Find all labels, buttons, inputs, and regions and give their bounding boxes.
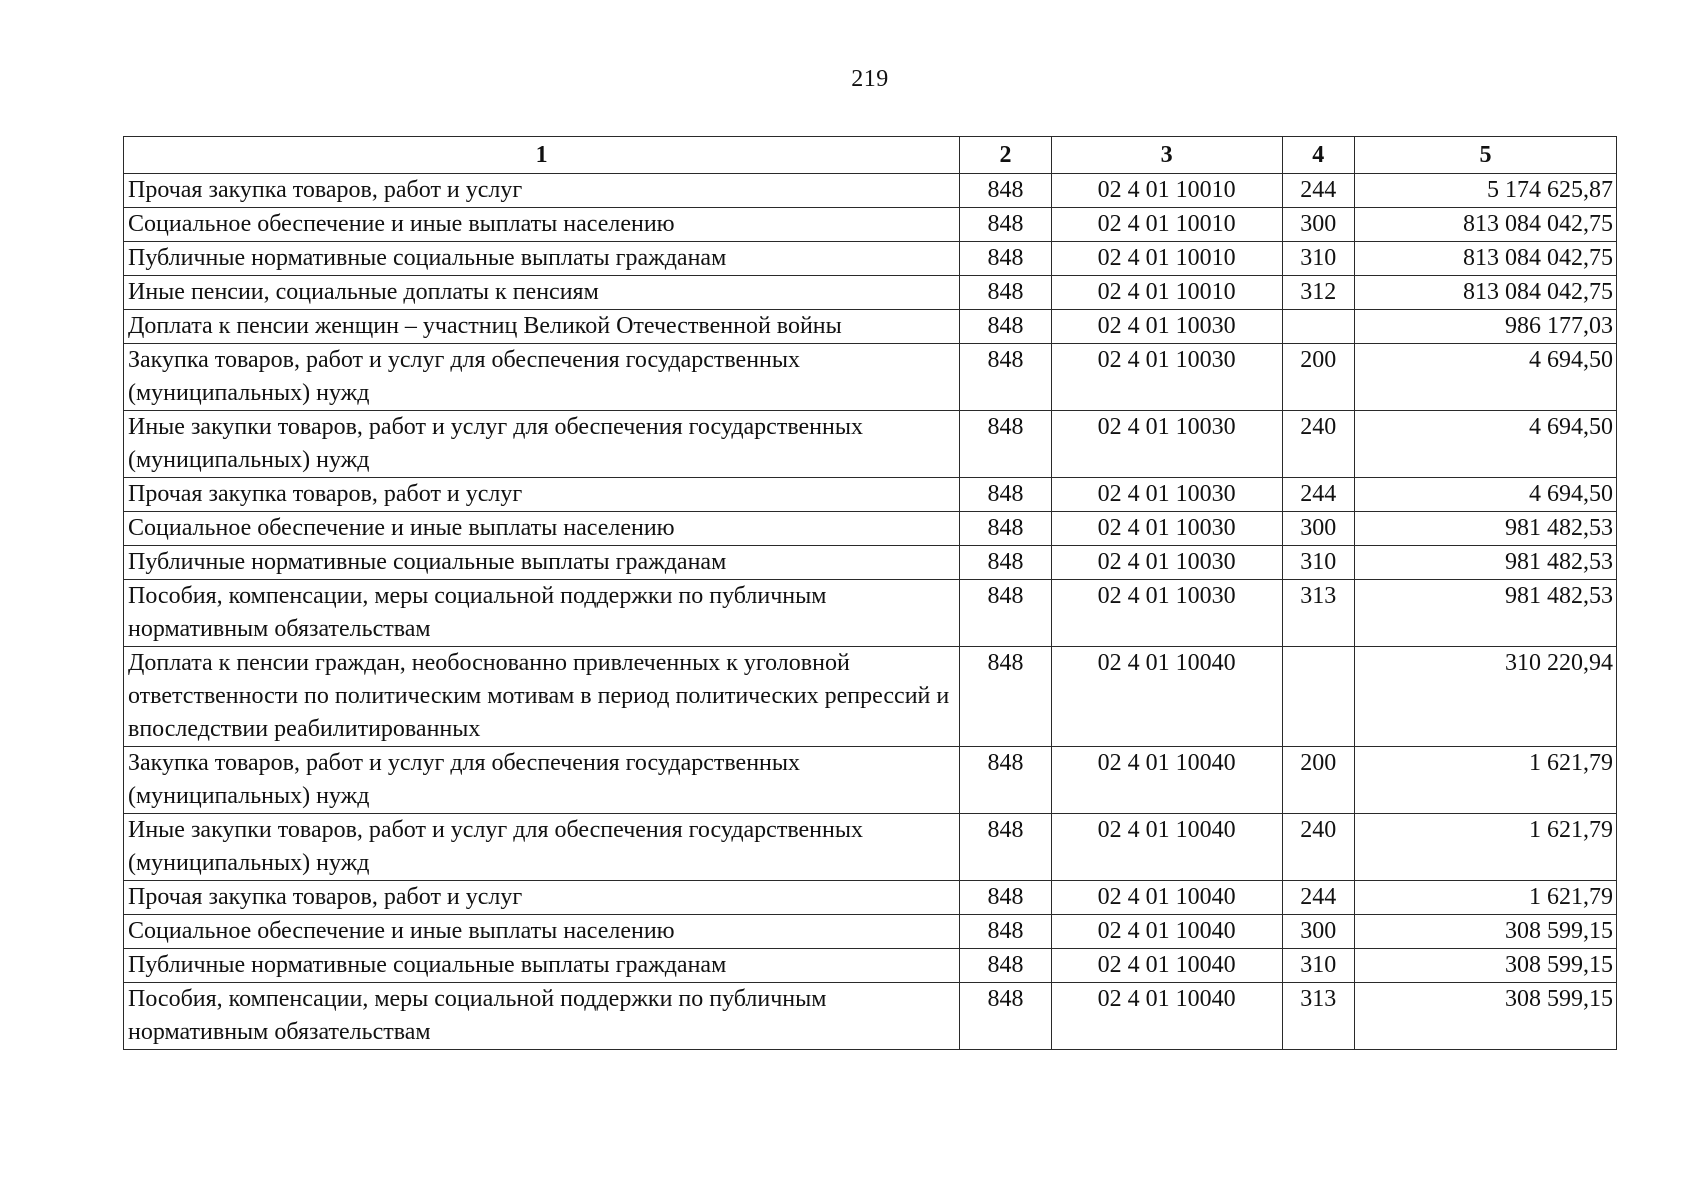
row-csr: 02 4 01 10010: [1051, 208, 1282, 242]
row-ved: 848: [960, 814, 1052, 881]
table-row: [124, 747, 1617, 814]
row-vr: 300: [1282, 208, 1355, 242]
row-csr: 02 4 01 10010: [1051, 174, 1282, 208]
row-vr: 244: [1282, 478, 1355, 512]
table-row: [124, 208, 1617, 242]
row-name: Прочая закупка товаров, работ и услуг: [124, 881, 960, 915]
row-name: Иные пенсии, социальные доплаты к пенсиям: [124, 276, 960, 310]
row-sum: 986 177,03: [1355, 310, 1617, 344]
table-row: [124, 344, 1617, 411]
row-ved: 848: [960, 949, 1052, 983]
row-csr: 02 4 01 10030: [1051, 310, 1282, 344]
table-row: [124, 949, 1617, 983]
row-csr: 02 4 01 10010: [1051, 276, 1282, 310]
row-vr: [1282, 310, 1355, 344]
row-name: Закупка товаров, работ и услуг для обеспечения государственных (муниципальных) нужд: [124, 747, 960, 814]
row-ved: 848: [960, 276, 1052, 310]
row-csr: 02 4 01 10030: [1051, 546, 1282, 580]
row-vr: [1282, 647, 1355, 747]
row-sum: 813 084 042,75: [1355, 276, 1617, 310]
row-sum: 308 599,15: [1355, 949, 1617, 983]
row-name: Социальное обеспечение и иные выплаты населению: [124, 512, 960, 546]
row-sum: 1 621,79: [1355, 814, 1617, 881]
row-vr: 313: [1282, 983, 1355, 1050]
row-ved: 848: [960, 647, 1052, 747]
row-name: Иные закупки товаров, работ и услуг для обеспечения государственных (муниципальных) нужд: [124, 814, 960, 881]
header-col-name: 1: [124, 137, 960, 174]
table-row: [124, 310, 1617, 344]
row-csr: 02 4 01 10040: [1051, 647, 1282, 747]
row-csr: 02 4 01 10040: [1051, 747, 1282, 814]
row-csr: 02 4 01 10040: [1051, 983, 1282, 1050]
row-vr: 240: [1282, 411, 1355, 478]
row-ved: 848: [960, 983, 1052, 1050]
header-col-vr: 4: [1282, 137, 1355, 174]
row-ved: 848: [960, 310, 1052, 344]
row-csr: 02 4 01 10030: [1051, 580, 1282, 647]
table-row: [124, 983, 1617, 1050]
table-row: [124, 174, 1617, 208]
row-ved: 848: [960, 242, 1052, 276]
row-sum: 1 621,79: [1355, 881, 1617, 915]
row-name: Прочая закупка товаров, работ и услуг: [124, 174, 960, 208]
row-ved: 848: [960, 915, 1052, 949]
row-sum: 813 084 042,75: [1355, 208, 1617, 242]
row-name: Публичные нормативные социальные выплаты гражданам: [124, 242, 960, 276]
row-name: Закупка товаров, работ и услуг для обеспечения государственных (муниципальных) нужд: [124, 344, 960, 411]
row-sum: 5 174 625,87: [1355, 174, 1617, 208]
table-row: [124, 478, 1617, 512]
budget-table: [123, 136, 1617, 1050]
table-header-row: [124, 137, 1617, 174]
table-row: [124, 647, 1617, 747]
row-ved: 848: [960, 512, 1052, 546]
page-number: 219: [851, 66, 889, 92]
header-col-ved: 2: [960, 137, 1052, 174]
table-row: [124, 881, 1617, 915]
row-vr: 300: [1282, 915, 1355, 949]
row-name: Доплата к пенсии граждан, необоснованно привлеченных к уголовной ответственности по политическим мотивам в период политических репрессий и впоследствии реабилитированных: [124, 647, 960, 747]
row-name: Иные закупки товаров, работ и услуг для обеспечения государственных (муниципальных) нужд: [124, 411, 960, 478]
row-sum: 981 482,53: [1355, 580, 1617, 647]
row-vr: 310: [1282, 949, 1355, 983]
row-name: Социальное обеспечение и иные выплаты населению: [124, 915, 960, 949]
table-body: [124, 174, 1617, 1050]
table-row: [124, 814, 1617, 881]
row-vr: 310: [1282, 546, 1355, 580]
table-row: [124, 411, 1617, 478]
row-ved: 848: [960, 478, 1052, 512]
row-name: Доплата к пенсии женщин – участниц Великой Отечественной войны: [124, 310, 960, 344]
row-ved: 848: [960, 546, 1052, 580]
row-vr: 312: [1282, 276, 1355, 310]
header-col-csr: 3: [1051, 137, 1282, 174]
row-ved: 848: [960, 344, 1052, 411]
row-csr: 02 4 01 10030: [1051, 512, 1282, 546]
row-vr: 300: [1282, 512, 1355, 546]
row-csr: 02 4 01 10040: [1051, 949, 1282, 983]
header-col-sum: 5: [1355, 137, 1617, 174]
row-name: Публичные нормативные социальные выплаты гражданам: [124, 949, 960, 983]
row-vr: 310: [1282, 242, 1355, 276]
row-sum: 4 694,50: [1355, 344, 1617, 411]
row-sum: 308 599,15: [1355, 915, 1617, 949]
row-name: Публичные нормативные социальные выплаты гражданам: [124, 546, 960, 580]
table-row: [124, 242, 1617, 276]
table-row: [124, 915, 1617, 949]
row-vr: 240: [1282, 814, 1355, 881]
row-name: Социальное обеспечение и иные выплаты населению: [124, 208, 960, 242]
row-ved: 848: [960, 580, 1052, 647]
row-vr: 200: [1282, 344, 1355, 411]
row-csr: 02 4 01 10030: [1051, 411, 1282, 478]
row-name: Прочая закупка товаров, работ и услуг: [124, 478, 960, 512]
row-ved: 848: [960, 747, 1052, 814]
row-csr: 02 4 01 10040: [1051, 915, 1282, 949]
row-sum: 310 220,94: [1355, 647, 1617, 747]
row-ved: 848: [960, 411, 1052, 478]
row-sum: 4 694,50: [1355, 478, 1617, 512]
row-sum: 308 599,15: [1355, 983, 1617, 1050]
row-ved: 848: [960, 881, 1052, 915]
table-row: [124, 276, 1617, 310]
row-csr: 02 4 01 10030: [1051, 344, 1282, 411]
row-csr: 02 4 01 10010: [1051, 242, 1282, 276]
row-ved: 848: [960, 208, 1052, 242]
row-name: Пособия, компенсации, меры социальной поддержки по публичным нормативным обязательствам: [124, 580, 960, 647]
row-sum: 813 084 042,75: [1355, 242, 1617, 276]
row-vr: 244: [1282, 881, 1355, 915]
row-csr: 02 4 01 10040: [1051, 881, 1282, 915]
row-ved: 848: [960, 174, 1052, 208]
row-csr: 02 4 01 10040: [1051, 814, 1282, 881]
row-sum: 981 482,53: [1355, 546, 1617, 580]
row-name: Пособия, компенсации, меры социальной поддержки по публичным нормативным обязательствам: [124, 983, 960, 1050]
row-sum: 981 482,53: [1355, 512, 1617, 546]
row-sum: 4 694,50: [1355, 411, 1617, 478]
row-vr: 313: [1282, 580, 1355, 647]
row-vr: 244: [1282, 174, 1355, 208]
table-row: [124, 512, 1617, 546]
table-row: [124, 546, 1617, 580]
row-csr: 02 4 01 10030: [1051, 478, 1282, 512]
row-vr: 200: [1282, 747, 1355, 814]
table-row: [124, 580, 1617, 647]
row-sum: 1 621,79: [1355, 747, 1617, 814]
